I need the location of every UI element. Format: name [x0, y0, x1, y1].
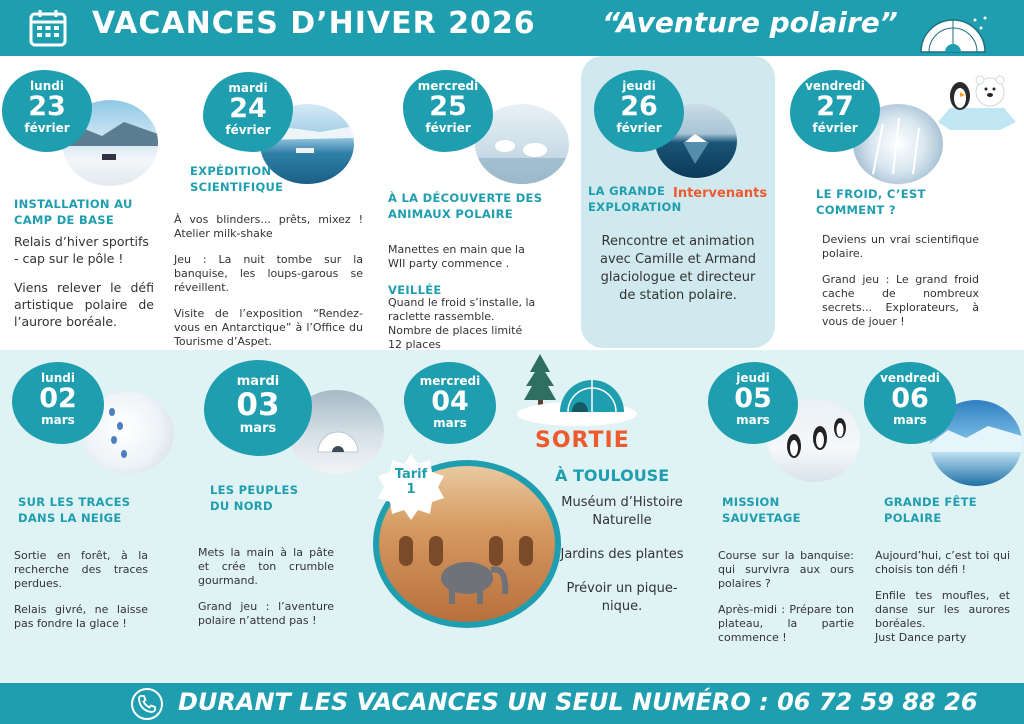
heading-line: EXPÉDITION — [190, 164, 272, 178]
footer-phone-text: DURANT LES VACANCES UN SEUL NUMÉRO : 06 72 59 88 26 — [178, 688, 978, 716]
day-label: lundi — [30, 79, 64, 93]
activity-heading — [388, 190, 548, 222]
heading-line: COMMENT ? — [816, 203, 896, 217]
day-number: 02 — [39, 383, 77, 414]
activity-paragraph: Enfile tes moufles, et danse sur les aurores boréales. — [875, 589, 1010, 630]
activity-paragraph: Sortie en forêt, à la recherche des traces perdues. — [14, 549, 148, 590]
activity-text — [875, 549, 1010, 645]
activity-heading — [190, 163, 290, 195]
month-label: février — [24, 121, 70, 135]
sortie-city: À TOULOUSE — [555, 466, 670, 485]
veillee-text: Quand le froid s’installe, la raclette rassemble. Nombre de places limité 12 places — [388, 296, 536, 351]
tarif-value: 1 — [406, 482, 416, 497]
day-number: 24 — [229, 93, 267, 124]
heading-line: INSTALLATION AU — [14, 197, 133, 211]
day-label: mardi — [236, 374, 280, 389]
month-label: mars — [893, 413, 927, 427]
heading-line: DANS LA NEIGE — [18, 511, 122, 525]
activity-text: Rencontre et animation avec Camille et Armand glaciologue et directeur de station polaire. — [600, 234, 756, 303]
day-label: mardi — [228, 81, 268, 95]
activity-paragraph: Prévoir un pique-nique. — [566, 581, 678, 614]
day-label: jeudi — [622, 79, 656, 93]
heading-line: LE FROID, C’EST — [816, 187, 926, 201]
activity-text — [174, 213, 363, 349]
date-badge-vendredi-06 — [864, 362, 956, 444]
day-number: 27 — [816, 91, 854, 122]
day-label: mercredi — [419, 374, 481, 388]
activity-paragraph: Muséum d’Histoire Naturelle — [561, 495, 683, 528]
activity-paragraph: Manettes en main que la WII party commence . — [388, 243, 525, 270]
heading-line: ANIMAUX POLAIRE — [388, 207, 513, 221]
activity-heading — [816, 186, 946, 218]
page-title: VACANCES D’HIVER 2026 — [92, 6, 536, 41]
month-label: mars — [41, 413, 75, 427]
month-label: mars — [433, 416, 467, 430]
activity-paragraph: À vos blinders... prêts, mixez ! Atelier milk-shake — [174, 213, 363, 240]
polar-bear-penguin-icon — [930, 62, 1020, 134]
day-label: mercredi — [417, 79, 479, 93]
intervenants-badge: Intervenants — [673, 186, 768, 201]
month-label: février — [425, 121, 471, 135]
activity-text — [718, 549, 854, 645]
day-number: 23 — [28, 91, 66, 122]
sortie-title: SORTIE — [535, 428, 630, 453]
month-label: février — [812, 121, 858, 135]
activity-paragraph: Grand jeu : l’aventure polaire n’attend pas ! — [198, 600, 334, 627]
activity-text — [198, 546, 334, 628]
day-label: vendredi — [805, 79, 865, 93]
heading-line: EXPLORATION — [588, 200, 682, 214]
day-number: 25 — [429, 91, 467, 122]
day-label: vendredi — [880, 371, 940, 385]
calendar-icon — [28, 8, 68, 48]
activity-paragraph: Mets la main à la pâte et crée ton crumble gourmand. — [198, 546, 334, 587]
heading-line: LES PEUPLES — [210, 483, 299, 497]
activity-text — [822, 233, 979, 329]
heading-line: MISSION — [722, 495, 780, 509]
heading-line: À LA DÉCOUVERTE DES — [388, 191, 543, 205]
activity-paragraph: Visite de l’exposition “Rendez-vous en Antarctique” à l’Office du Tourisme d’Aspet. — [174, 307, 363, 348]
activity-paragraph: Grand jeu : Le grand froid cache de nombreux secrets... Explorateurs, à vous de jouer ! — [822, 273, 979, 328]
activity-heading — [14, 196, 164, 228]
heading-line: SUR LES TRACES — [18, 495, 131, 509]
activity-text — [388, 243, 538, 271]
activity-text — [552, 494, 692, 616]
activity-heading — [884, 494, 994, 526]
date-badge-mardi-24 — [203, 72, 293, 152]
activity-paragraph: Après-midi : Prépare ton plateau, la partie commence ! — [718, 603, 854, 644]
day-number: 26 — [620, 91, 658, 122]
month-label: février — [225, 123, 271, 137]
activity-paragraph: Course sur la banquise: qui survivra aux ours polaires ? — [718, 549, 854, 590]
day-number: 06 — [891, 383, 929, 414]
activity-text — [14, 549, 148, 631]
igloo-icon — [915, 14, 991, 54]
heading-line: GRANDE FÊTE — [884, 495, 977, 509]
activity-paragraph: Jeu : La nuit tombe sur la banquise, les loups-garous se réveillent. — [174, 253, 363, 294]
heading-line: LA GRANDE — [588, 184, 666, 198]
tarif-badge — [386, 467, 436, 497]
heading-line: SAUVETAGE — [722, 511, 801, 525]
date-badge-mercredi-25 — [403, 70, 493, 152]
activity-paragraph: Aujourd’hui, c’est toi qui choisis ton défi ! — [875, 549, 1010, 576]
heading-line: CAMP DE BASE — [14, 213, 115, 227]
activity-text — [14, 233, 154, 330]
activity-paragraph: Deviens un vrai scientifique polaire. — [822, 233, 979, 260]
activity-heading — [210, 482, 310, 514]
day-number: 04 — [431, 386, 469, 417]
day-number: 05 — [734, 383, 772, 414]
activity-heading — [722, 494, 822, 526]
veillee-heading: VEILLÉE — [388, 283, 442, 297]
month-label: mars — [736, 413, 770, 427]
activity-paragraph: Jardins des plantes — [560, 547, 684, 562]
page-subtitle: “Aventure polaire” — [602, 6, 898, 39]
heading-line: SCIENTIFIQUE — [190, 180, 284, 194]
activity-paragraph: Just Dance party — [875, 631, 967, 644]
date-badge-jeudi-05 — [708, 362, 798, 444]
phone-icon — [130, 687, 164, 721]
month-label: février — [616, 121, 662, 135]
igloo-tree-icon — [512, 352, 642, 430]
day-number: 03 — [236, 387, 280, 423]
activity-paragraph: Relais givré, ne laisse pas fondre la glace ! — [14, 603, 148, 630]
heading-line: DU NORD — [210, 499, 273, 513]
month-label: mars — [239, 421, 277, 436]
activity-heading — [18, 494, 148, 526]
date-badge-jeudi-26 — [594, 70, 684, 152]
date-badge-mercredi-04 — [404, 362, 496, 444]
activity-paragraph: Relais d’hiver sportifs - cap sur le pôle ! — [14, 234, 149, 266]
heading-line: POLAIRE — [884, 511, 942, 525]
tarif-label: Tarif — [394, 467, 428, 482]
date-badge-mardi-03 — [204, 360, 312, 456]
date-badge-lundi-02 — [12, 362, 104, 444]
day-label: lundi — [41, 371, 75, 385]
day-label: jeudi — [736, 371, 770, 385]
activity-paragraph: Viens relever le défi artistique polaire de l’aurore boréale. — [14, 280, 154, 329]
